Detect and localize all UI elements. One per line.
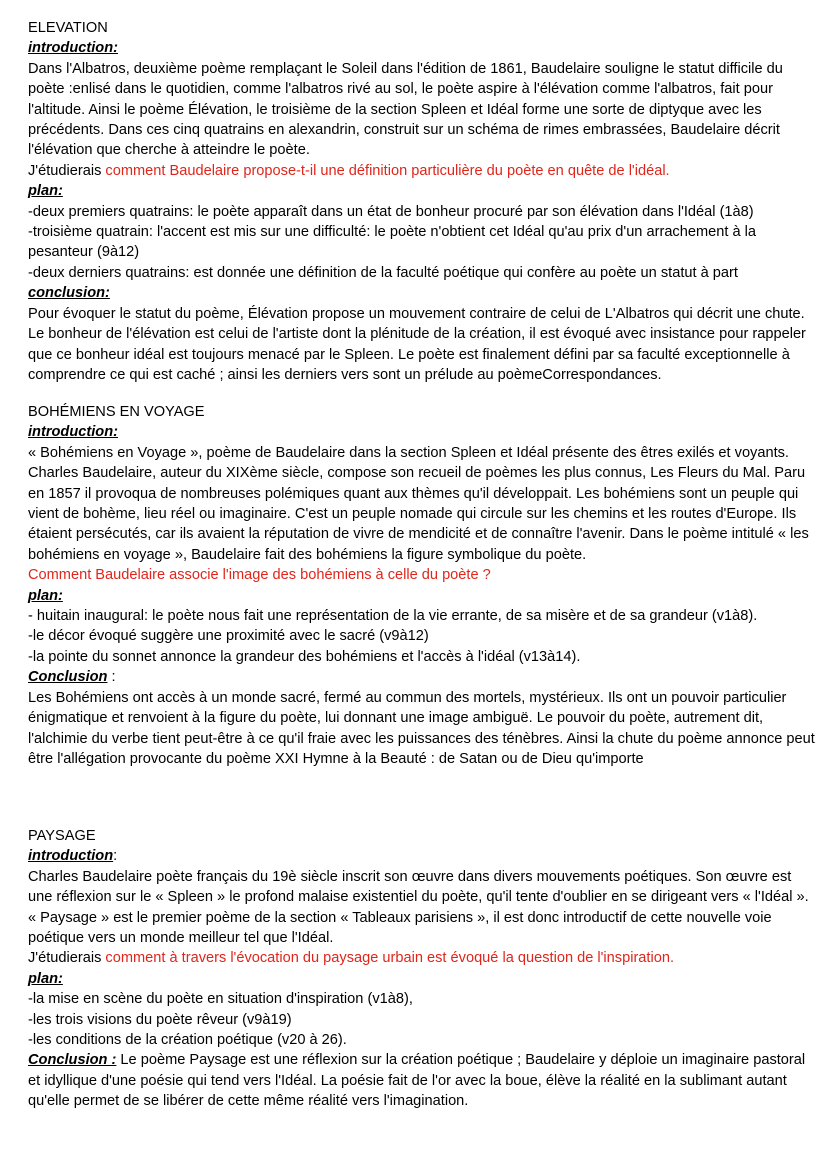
- conclusion-text: Pour évoquer le statut du poème, Élévation propose un mouvement contraire de celui de L'Albatros qui décrit une chute. Le bonheur de l'élévation est celui de l'artiste dont la plénitude de la création, il est évoqué avec insistance pour rappeler que ce bonheur idéal est toujours menacé par le Spleen. Le poète est finalement défini par sa faculté exceptionnelle à comprendre ce qui est caché ; ainsi les derniers vers sont un prélude au poèmeCorrespondances.: [28, 305, 806, 383]
- introduction-heading-line: [28, 846, 818, 866]
- problematic-prefix: J'étudierais: [28, 950, 106, 967]
- introduction-text: Dans l'Albatros, deuxième poème remplaçant le Soleil dans l'édition de 1861, Baudelaire souligne le statut difficile du poète :enlisé dans le quotidien, comme l'albatros rivé au sol, le poète aspire à l'élévation comme l'albatros, fait pour l'altitude. Ainsi le poème Élévation, le troisième de la section Spleen et Idéal forme une sorte de diptyque avec les précédents. Dans ces cinq quatrains en alexandrin, construit sur un schéma de rimes embrassées, Baudelaire décrit l'élévation que cherche à atteindre le poète.: [28, 60, 783, 159]
- problematic-line: [28, 948, 818, 968]
- section-title: ELEVATION: [28, 20, 108, 36]
- introduction-heading-suffix: :: [113, 848, 118, 865]
- section-bohemiens: [28, 402, 818, 769]
- plan-heading: plan:: [28, 970, 63, 987]
- plan-item: -les trois visions du poète rêveur (v9à19): [28, 1011, 292, 1028]
- plan-item: -le décor évoqué suggère une proximité avec le sacré (v9à12): [28, 628, 429, 645]
- section-title: BOHÉMIENS EN VOYAGE: [28, 404, 205, 420]
- conclusion-heading: conclusion:: [28, 285, 110, 302]
- introduction-heading: introduction: [28, 848, 114, 865]
- introduction-text: « Bohémiens en Voyage », poème de Baudelaire dans la section Spleen et Idéal présente des êtres exilés et voyants. Charles Baudelaire, auteur du XIXème siècle, compose son recueil de poèmes les plus connus, Les Fleurs du Mal. Paru en 1857 il provoqua de nombreuses polémiques quant aux thèmes qu'il développait. Les bohémiens sont un peuple qui vient de bohème, lieu réel ou imaginaire. C'est un peuple nomade qui circule sur les chemins et les routes d'Europe. Ils étaient persécutés, car ils avaient la réputation de vivre de mendicité et de connaître l'avenir. Dans le poème intitulé « les bohémiens en voyage », Baudelaire fait des bohémiens la figure symbolique du poète.: [28, 444, 809, 563]
- section-title: PAYSAGE: [28, 828, 96, 844]
- section-paysage: [28, 826, 818, 1112]
- plan-item: -troisième quatrain: l'accent est mis sur une difficulté: le poète n'obtient cet Idéal qu'au prix d'un arrachement à la pesanteur (9à12): [28, 224, 756, 261]
- plan-heading: plan:: [28, 587, 63, 604]
- problematic-prefix: J'étudierais: [28, 162, 106, 179]
- plan-item: -deux derniers quatrains: est donnée une définition de la faculté poétique qui confère au poète un statut à part: [28, 264, 738, 281]
- introduction-heading: introduction:: [28, 424, 118, 441]
- introduction-heading: introduction:: [28, 40, 118, 57]
- plan-item: -les conditions de la création poétique (v20 à 26).: [28, 1032, 347, 1049]
- conclusion-text: Le poème Paysage est une réflexion sur la création poétique ; Baudelaire y déploie un imaginaire pastoral et idyllique d'une poésie qui tend vers l'Idéal. La poésie fait de l'or avec la boue, élève la réalité en la sublimant autant qu'elle permet de se libérer de cette même réalité vers l'imagination.: [28, 1052, 806, 1110]
- problematic-text: Comment Baudelaire associe l'image des bohémiens à celle du poète ?: [28, 567, 491, 584]
- conclusion-paragraph: [28, 1050, 818, 1111]
- problematic-text: comment à travers l'évocation du paysage urbain est évoqué la question de l'inspiration.: [105, 950, 675, 967]
- conclusion-text: Les Bohémiens ont accès à un monde sacré, fermé au commun des mortels, mystérieux. Ils ont un pouvoir particulier énigmatique et renvoient à la figure du poète, lui donnant une image ambiguë. Le pouvoir du poète, autrement dit, l'alchimie du verbe tient peut-être à ce qu'il fraie avec les puissances des ténèbres. Ainsi la chute du poème annonce peut être l'allégation provocante du poème XXI Hymne à la Beauté : de Satan ou de Dieu qu'importe: [28, 689, 815, 767]
- conclusion-heading-line: [28, 667, 818, 687]
- introduction-text: Charles Baudelaire poète français du 19è siècle inscrit son œuvre dans divers mouvements poétiques. Son œuvre est une réflexion sur le « Spleen » le profond malaise existentiel du poète, qu'il tente d'oublier en se dirigeant vers « l'Idéal ». « Paysage » est le premier poème de la section « Tableaux parisiens », il est donc introductif de cette nouvelle voie poétique vers un monde meilleur tel que l'Idéal.: [28, 868, 809, 947]
- plan-item: -la pointe du sonnet annonce la grandeur des bohémiens et l'accès à l'idéal (v13à14).: [28, 648, 581, 665]
- section-elevation: [28, 18, 818, 385]
- conclusion-heading-suffix: :: [107, 669, 116, 686]
- conclusion-heading: Conclusion: [28, 669, 108, 686]
- plan-item: -deux premiers quatrains: le poète apparaît dans un état de bonheur procuré par son élévation dans l'Idéal (1à8): [28, 203, 754, 220]
- problematic-text: comment Baudelaire propose-t-il une définition particulière du poète en quête de l'idéal.: [105, 162, 670, 179]
- problematic-line: [28, 161, 818, 181]
- plan-heading: plan:: [28, 183, 63, 200]
- conclusion-heading: Conclusion :: [28, 1052, 117, 1069]
- plan-item: - huitain inaugural: le poète nous fait une représentation de la vie errante, de sa misère et de sa grandeur (v1à8).: [28, 608, 758, 625]
- plan-item: -la mise en scène du poète en situation d'inspiration (v1à8),: [28, 991, 413, 1008]
